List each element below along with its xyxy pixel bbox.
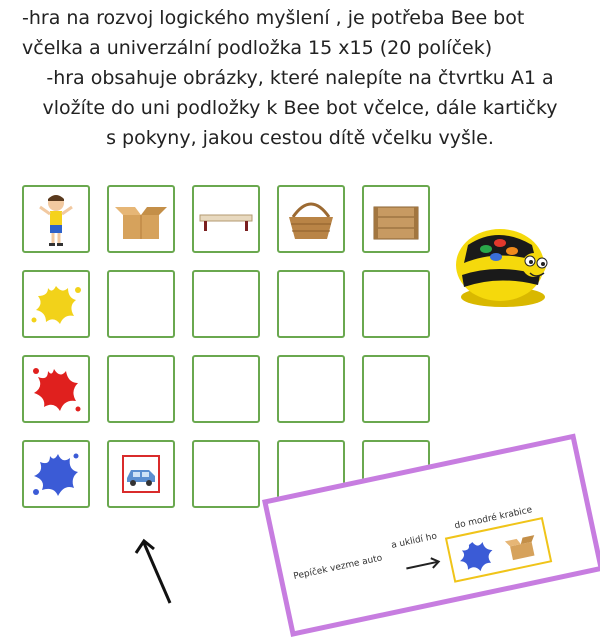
grid-cell-empty [277, 270, 345, 338]
grid-cell-empty [107, 270, 175, 338]
grid-cell-empty [192, 270, 260, 338]
blue-splash-icon [24, 442, 88, 506]
card-text-1: Pepíček vezme auto [292, 553, 384, 582]
grid-cell-blue [22, 440, 90, 508]
grid-cell-box [107, 185, 175, 253]
intro-line-1: -hra na rozvoj logického myšlení , je potřeba Bee bot [22, 7, 525, 29]
bee-bot-robot [448, 205, 558, 315]
pointer-arrow [130, 535, 190, 605]
grid-cell-empty [192, 355, 260, 423]
intro-line-4: vložíte do uni podložky k Bee bot včelce, dále kartičky [42, 97, 558, 119]
grid-cell-red [22, 355, 90, 423]
cardboard-box-icon [109, 187, 173, 251]
toy-car-icon [109, 442, 173, 506]
intro-line-2: včelka a univerzální podložka 15 x15 (20 políček) [22, 37, 493, 59]
grid-cell-empty [362, 270, 430, 338]
grid-cell-empty [277, 355, 345, 423]
intro-line-5: s pokyny, jakou cestou dítě včelku vyšle. [106, 127, 494, 149]
grid-cell-empty [362, 355, 430, 423]
grid-cell-yellow [22, 270, 90, 338]
bench-icon [194, 187, 258, 251]
grid-cell-bench [192, 185, 260, 253]
card-arrow-icon [402, 551, 445, 579]
card-text-3: do modré krabice [453, 505, 534, 532]
grid-cell-empty [107, 355, 175, 423]
grid-cell-empty [192, 440, 260, 508]
wooden-crate-icon [364, 187, 428, 251]
intro-line-3: -hra obsahuje obrázky, které nalepíte na čtvrtku A1 a [46, 67, 554, 89]
yellow-splash-icon [24, 272, 88, 336]
red-splash-icon [24, 357, 88, 421]
grid-cell-boy [22, 185, 90, 253]
boy-icon [24, 187, 88, 251]
basket-icon [279, 187, 343, 251]
grid-cell-crate [362, 185, 430, 253]
card-text-2: a uklidí ho [390, 531, 439, 551]
grid-cell-basket [277, 185, 345, 253]
grid-cell-car [107, 440, 175, 508]
